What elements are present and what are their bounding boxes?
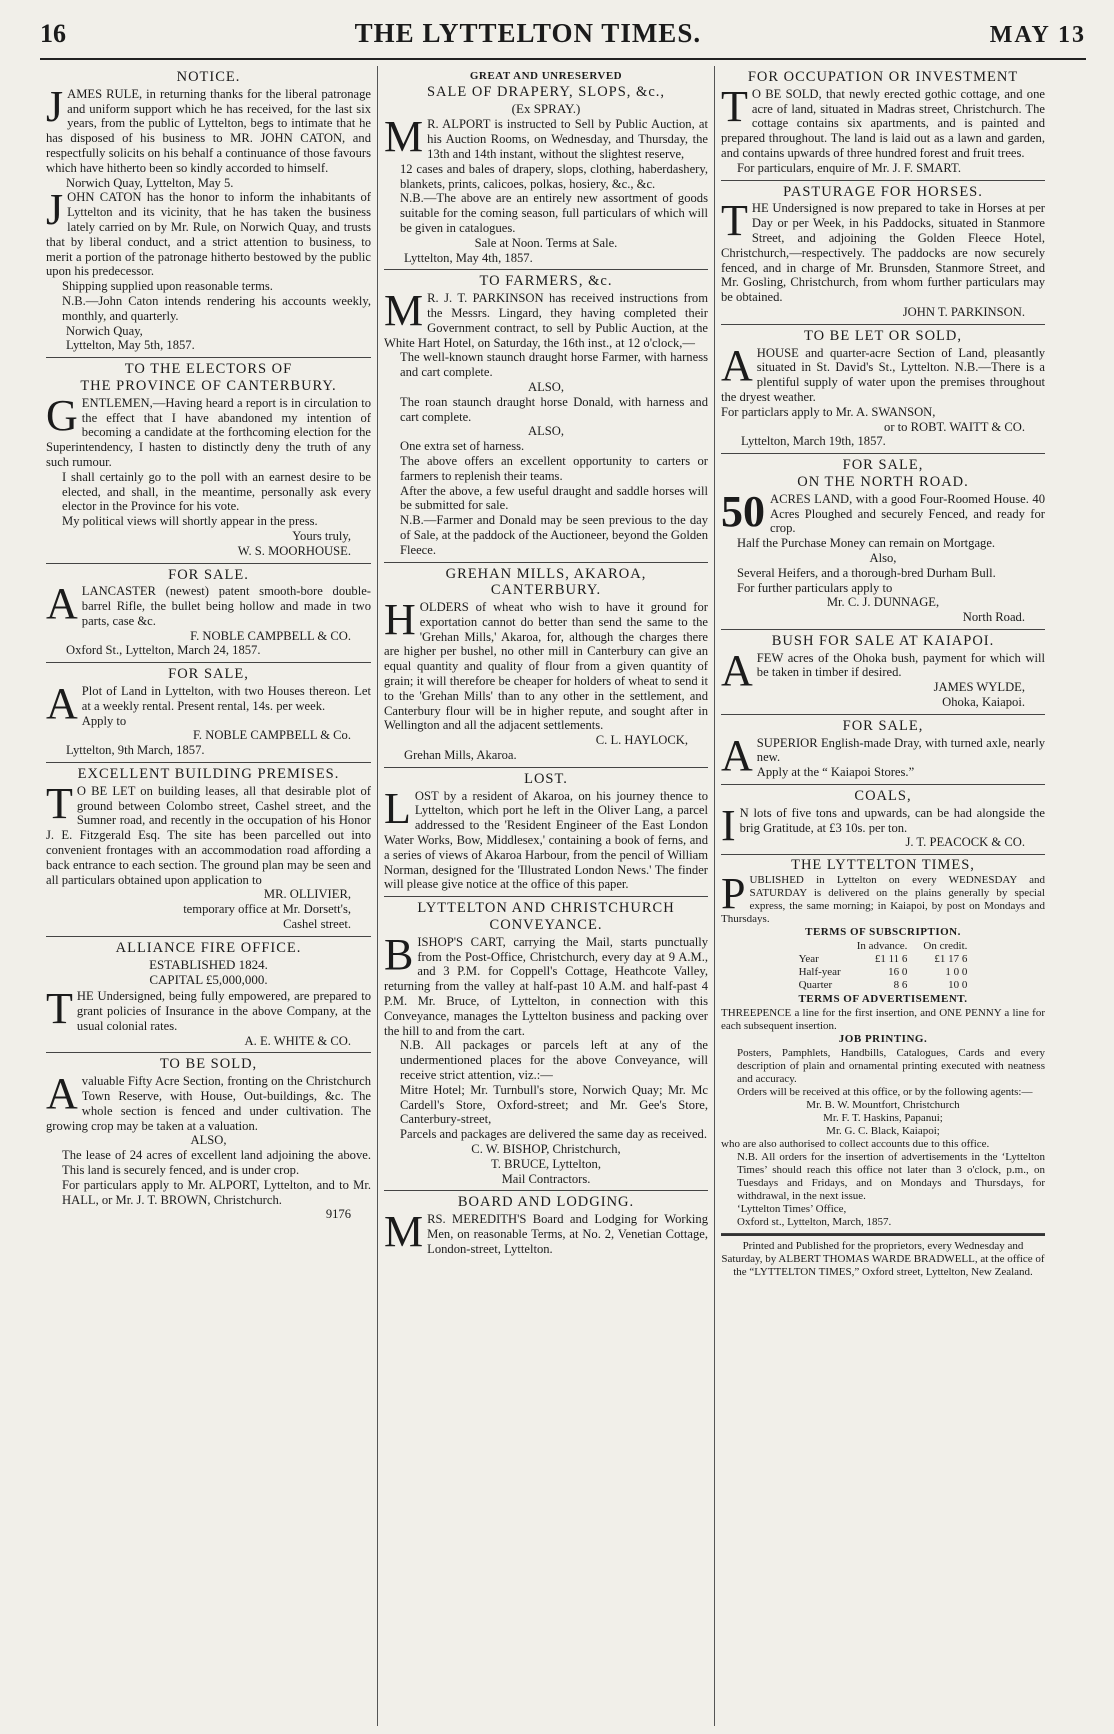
ad-signature: or to ROBT. WAITT & CO. bbox=[884, 419, 1025, 434]
ad-signature: JAMES WYLDE, bbox=[933, 680, 1025, 695]
ad-heading: TO BE SOLD, bbox=[159, 1056, 258, 1073]
section-ad bbox=[46, 1053, 371, 1226]
table-cell: £1 11 6 bbox=[874, 953, 908, 966]
ad-signature: MR. OLLIVIER, bbox=[263, 887, 351, 902]
ad-also: Also, bbox=[869, 550, 897, 565]
ad-heading: EXCELLENT BUILDING PREMISES. bbox=[77, 766, 340, 783]
ad-dateline: Lyttelton, March 19th, 1857. bbox=[741, 434, 886, 449]
ad-signature: W. S. MOORHOUSE. bbox=[237, 543, 351, 558]
ad-signature: Ohoka, Kaiapoi. bbox=[942, 695, 1025, 710]
ad-signature: JOHN T. PARKINSON. bbox=[902, 304, 1025, 319]
ad-body: Avaluable Fifty Acre Section, fronting on the Christchurch Town Reserve, with House, Out-buildings, &c. The whole section is fenced and under cultivation. The growing crop may be taken at a valuation. bbox=[46, 1069, 371, 1133]
ad-body: LOST by a resident of Akaroa, on his journey thence to Lyttelton, which port he left in the Oliver Lang, a parcel addressed to the 'Resident Engineer of the East London Water Works, Bow, Middlesex,' containing a book of ferns, and a series of views of Akaroa Harbour, from the pencil of William Norman, designed for the 'Illustrated London News.' The finder will please give notice at the office of this paper. bbox=[384, 783, 708, 892]
ad-body: THE Undersigned is now prepared to take in Horses at per Day or per Week, in his Paddocks, situated in Stanmore Street, and adjoining the Golden Fleece Hotel, Christchurch,—respectively. The paddocks are now securely fenced, and in charge of Mr. Brunsden, Stanmore Street, and Mr. Gosling, Christchurch, from whom further particulars may be obtained. bbox=[721, 196, 1045, 305]
notice-ad bbox=[46, 66, 371, 358]
ad-body: ‘Lyttelton Times’ Office, bbox=[737, 1203, 847, 1216]
ad-body: Several Heifers, and a thorough-bred Durham Bull. bbox=[737, 565, 996, 580]
ad-body: My political views will shortly appear in the press. bbox=[62, 514, 318, 529]
ad-signature: Mail Contractors. bbox=[501, 1171, 591, 1186]
ad-subheading: CAPITAL £5,000,000. bbox=[149, 972, 268, 988]
electors-ad bbox=[46, 358, 371, 563]
ad-heading: BUSH FOR SALE AT KAIAPOI. bbox=[771, 632, 995, 649]
ad-body: One extra set of harness. bbox=[400, 439, 525, 454]
ad-body: Shipping supplied upon reasonable terms. bbox=[62, 279, 273, 294]
ad-signature: F. NOBLE CAMPBELL & Co. bbox=[192, 728, 351, 743]
column-2 bbox=[377, 66, 714, 1726]
ad-body: who are also authorised to collect accounts due to this office. bbox=[721, 1138, 990, 1151]
table-header-row bbox=[791, 940, 976, 953]
ad-body: Posters, Pamphlets, Handbills, Catalogues, Cards and every description of plain and ornamental printing executed with neatness and accuracy. bbox=[737, 1047, 1045, 1086]
ad-heading: ON THE NORTH ROAD. bbox=[797, 473, 969, 490]
ad-heading: FOR OCCUPATION OR INVESTMENT bbox=[747, 69, 1019, 85]
masthead bbox=[40, 18, 1086, 60]
ad-heading: NOTICE. bbox=[176, 69, 241, 85]
ad-body: N.B.—John Caton intends rendering his accounts weekly, monthly, and quarterly. bbox=[62, 293, 371, 323]
ad-signature: Mr. C. J. DUNNAGE, bbox=[826, 595, 940, 610]
ad-also: ALSO, bbox=[190, 1133, 227, 1148]
ad-heading: THE LYTTELTON TIMES, bbox=[791, 857, 975, 874]
table-cell: 8 6 bbox=[893, 979, 908, 992]
ad-kicker: GREAT AND UNRESERVED bbox=[469, 70, 623, 82]
plot-ad bbox=[46, 663, 371, 763]
table-cell: Year bbox=[798, 953, 819, 966]
northroad-ad bbox=[721, 454, 1045, 630]
rifle-ad bbox=[46, 564, 371, 664]
ad-body: THREEPENCE a line for the first insertion, and ONE PENNY a line for each subsequent insertion. bbox=[721, 1007, 1045, 1033]
ad-also: ALSO, bbox=[527, 424, 565, 439]
table-cell: 1 0 0 bbox=[945, 966, 968, 979]
ad-signature: North Road. bbox=[962, 610, 1025, 625]
ad-dateline: Grehan Mills, Akaroa. bbox=[404, 748, 517, 763]
ad-body: GENTLEMEN,—Having heard a report is in circulation to the effect that I have abandoned my intention of becoming a candidate at the forthcoming election for the Superintendency, I hasten to distinctly deny the truth of any such rumour. bbox=[46, 390, 371, 469]
ad-body: Apply to bbox=[81, 713, 127, 728]
ad-body: ASUPERIOR English-made Dray, with turned axle, nearly new. bbox=[721, 730, 1045, 780]
ad-body: I shall certainly go to the poll with an earnest desire to be elected, and shall, in the meantime, personally ask every elector in the Province for his vote. bbox=[62, 469, 371, 514]
ad-dateline: Lyttelton, May 4th, 1857. bbox=[404, 250, 533, 265]
ad-heading: LYTTELTON AND CHRISTCHURCH bbox=[417, 900, 675, 917]
ad-body: THE Undersigned, being fully empowered, are prepared to grant policies of Insurance in the above Company, at the usual colonial rates. bbox=[46, 984, 371, 1034]
ad-signature: temporary office at Mr. Dorsett's, bbox=[183, 902, 351, 917]
numeral-drop-cap: 50 bbox=[721, 486, 765, 536]
ad-body: BISHOP'S CART, carrying the Mail, starts punctually from the Post-Office, Christchurch, every day at 9 A.M., and 3 P.M. for Coppell's Cottage, Heathcote Valley, returning from the valley at half-past 10 A.M. and half-past 4 P.M. Mr. Bruce, of Lyttelton, in connection with this Conveyance, manages the Lyttelton business and packing over the hill to and from the cart. bbox=[384, 929, 708, 1038]
house-ad bbox=[721, 325, 1045, 454]
ad-body: Apply at the “ Kaiapoi Stores.” bbox=[756, 765, 915, 780]
ad-body: Mitre Hotel; Mr. Turnbull's store, Norwich Quay; Mr. Mc Cardell's Store, Oxford-street; and Mr. Gee's Store, Canterbury-street, bbox=[400, 1082, 708, 1127]
table-header: In advance. bbox=[856, 940, 908, 953]
ad-dateline: Oxford St., Lyttelton, March 24, 1857. bbox=[66, 643, 261, 658]
ad-body: MR. J. T. PARKINSON has received instructions from the Messrs. Lingard, they having completed their Government contract, to sell by Public Auction, at the White Hart Hotel, on Saturday, the 16th inst., at 12 o'clock,— bbox=[384, 286, 708, 350]
ad-body: TO BE SOLD, that newly erected gothic cottage, and one acre of land, situated in Madras street, Christchurch. The cottage contains six apartments, and is painted and prepared throughout. The land is laid out as a lawn and garden, and contains upwards of three hundred forest and fruit trees. bbox=[721, 81, 1045, 160]
column-1 bbox=[40, 66, 377, 1726]
ad-dateline: Lyttelton, 9th March, 1857. bbox=[66, 743, 205, 758]
ad-body: APlot of Land in Lyttelton, with two Houses thereon. Let at a weekly rental. Present rental, 14s. per week. bbox=[46, 679, 371, 729]
table-row bbox=[791, 966, 976, 979]
ad-body: AHOUSE and quarter-acre Section of Land, pleasantly situated in St. David's St., Lyttelton. N.B.—There is a plentiful supply of water upon the premises throughout the dryest weather. bbox=[721, 340, 1045, 404]
ad-heading: ALLIANCE FIRE OFFICE. bbox=[115, 939, 302, 956]
ad-dateline: Norwich Quay, bbox=[66, 323, 143, 338]
ad-body: HOLDERS of wheat who wish to have it ground for exportation cannot do better than send the same to the 'Grehan Mills,' Akaroa, for, although the charges there are higher per bushel, no other mill in Canterbury can give an equal quantity and quality of flour from a given quantity of grain; it will therefore be cheaper for holders of wheat to send it to the 'Grehan Mills' than to any other in the settlement, and Canterbury flour will be in higher repute, and sought after in Wellington and all the adjacent settlements. bbox=[384, 595, 708, 733]
ad-signature: C. W. BISHOP, Christchurch, bbox=[471, 1141, 621, 1156]
ad-body: JAMES RULE, in returning thanks for the liberal patronage and uniform support which he has received, for the last six years, from the public of Lyttelton, begs to intimate that he has disposed of his business to MR. JOHN CATON, and respectfully solicits on his behalf a continuance of those favours which have hitherto been so kindly accorded to himself. bbox=[46, 81, 371, 175]
printer-imprint: Printed and Published for the proprietors, every Wednesday and Saturday, by ALBERT THOMAS WARDE BRADWELL, at the office of the “LYTTELTON TIMES,” Oxford street, Lyttelton, New Zealand. bbox=[721, 1234, 1045, 1279]
ad-heading: FOR SALE, bbox=[168, 666, 249, 683]
occupation-ad bbox=[721, 66, 1045, 181]
conveyance-ad bbox=[384, 897, 708, 1191]
ad-heading: FOR SALE, bbox=[842, 457, 924, 474]
ad-body: IN lots of five tons and upwards, can be had alongside the brig Gratitude, at £3 10s. per ton. bbox=[721, 800, 1045, 850]
table-cell: £1 17 6 bbox=[934, 953, 968, 966]
issue-date: MAY 13 bbox=[989, 22, 1086, 48]
ad-signature: Cashel street. bbox=[283, 917, 351, 932]
ad-body: After the above, a few useful draught and saddle horses will be submitted for sale. bbox=[400, 483, 708, 513]
ad-also: ALSO, bbox=[527, 379, 565, 394]
ad-heading: CANTERBURY. bbox=[490, 582, 602, 599]
lost-ad bbox=[384, 768, 708, 897]
ad-dateline: Lyttelton, May 5th, 1857. bbox=[66, 338, 195, 353]
ad-heading: BOARD AND LODGING. bbox=[457, 1194, 635, 1211]
ad-heading: FOR SALE. bbox=[168, 566, 249, 583]
ad-subheading: TERMS OF SUBSCRIPTION. bbox=[805, 926, 961, 939]
ad-body: MR. ALPORT is instructed to Sell by Public Auction, at his Auction Rooms, on Wednesday, and Thursday, the 13th and 14th instant, without the slightest reserve, bbox=[384, 112, 708, 162]
drapery-ad bbox=[384, 66, 708, 270]
agent-item: Mr. B. W. Mountfort, Christchurch bbox=[806, 1099, 960, 1112]
ad-heading: SALE OF DRAPERY, SLOPS, &c., bbox=[426, 83, 666, 100]
page-number: 16 bbox=[40, 19, 66, 48]
ad-heading: TO FARMERS, &c. bbox=[479, 273, 613, 290]
bush-ad bbox=[721, 630, 1045, 715]
ad-heading: FOR SALE, bbox=[842, 717, 924, 734]
ad-body: For further particulars apply to bbox=[737, 580, 893, 595]
building-ad bbox=[46, 763, 371, 937]
ad-subheading: ESTABLISHED 1824. bbox=[149, 956, 268, 972]
table-cell: Half-year bbox=[798, 966, 841, 979]
ad-heading: CONVEYANCE. bbox=[489, 917, 603, 934]
ad-body: For particulars apply to Mr. ALPORT, Lyttelton, and to Mr. HALL, or Mr. J. T. BROWN, Christchurch. bbox=[62, 1177, 371, 1207]
ad-body: N.B. All orders for the insertion of advertisements in the ‘Lyttelton Times’ should reach this office not later than 3 o'clock, p.m., on Tuesdays and Fridays, and on Mondays and Thursdays, for withdrawal, in the next issue. bbox=[737, 1151, 1045, 1203]
ad-body: TO BE LET on building leases, all that desirable plot of ground between Colombo street, Cashel street, and the Sumner road, and recently in the occupation of his Honor J. E. Fitzgerald Esq. The site has been parcelled out into convenient frontages with an accommodation road affording a back entrance to each section. The ground plan may be seen and all particulars obtained upon application to bbox=[46, 778, 371, 887]
board-ad bbox=[384, 1191, 708, 1260]
ad-close: Yours truly, bbox=[292, 528, 351, 543]
pasturage-ad bbox=[721, 181, 1045, 325]
ad-number: 9176 bbox=[325, 1207, 351, 1222]
ad-body: The above offers an excellent opportunity to carters or farmers to replenish their teams. bbox=[400, 453, 708, 483]
ad-heading: TO THE ELECTORS OF bbox=[124, 361, 293, 378]
ad-body: 12 cases and bales of drapery, slops, clothing, haberdashery, blankets, prints, calicoes, polkas, hosiery, &c., &c. bbox=[400, 161, 708, 191]
ad-body-text: ACRES LAND, with a good Four-Roomed House. 40 Acres Ploughed and securely Fenced, and ready for crop. bbox=[770, 491, 1045, 536]
ad-subheading: TERMS OF ADVERTISEMENT. bbox=[798, 993, 968, 1006]
subscription-table bbox=[791, 940, 976, 992]
table-cell: Quarter bbox=[798, 979, 833, 992]
ad-body: The lease of 24 acres of excellent land adjoining the above. This land is securely fenced, and is under crop. bbox=[62, 1148, 371, 1177]
ad-body: The roan staunch draught horse Donald, with harness and cart complete. bbox=[400, 394, 708, 424]
ad-body: MRS. MEREDITH'S Board and Lodging for Working Men, on reasonable Terms, at No. 2, Venetian Cottage, London-street, Lyttelton. bbox=[384, 1207, 708, 1257]
ad-body: AFEW acres of the Ohoka bush, payment for which will be taken in timber if desired. bbox=[721, 645, 1045, 695]
ad-subheading: (Ex SPRAY.) bbox=[511, 100, 581, 116]
table-row bbox=[791, 953, 976, 966]
agent-item: Mr. G. C. Black, Kaiapoi; bbox=[826, 1125, 940, 1138]
ad-dateline: Norwich Quay, Lyttelton, May 5. bbox=[66, 175, 234, 190]
ad-signature: C. L. HAYLOCK, bbox=[595, 733, 688, 748]
ad-body: PUBLISHED in Lyttelton on every WEDNESDAY and SATURDAY is delivered on the plains generally by special express, the same morning; in Kaiapoi, by post on Mondays and Thursdays. bbox=[721, 869, 1045, 926]
ad-signature: T. BRUCE, Lyttelton, bbox=[491, 1156, 601, 1171]
ad-signature: J. T. PEACOCK & CO. bbox=[905, 835, 1025, 850]
ad-heading: TO BE LET OR SOLD, bbox=[803, 327, 963, 344]
ad-body: N.B.—Farmer and Donald may be seen previous to the day of Sale, at the paddock of the Auctioneer, beyond the Golden Fleece. bbox=[400, 513, 708, 557]
ad-body bbox=[721, 486, 1045, 536]
ad-body: N.B. All packages or parcels left at any of the undermentioned places for the above Conveyance, will receive strict attention, viz.:— bbox=[400, 1038, 708, 1082]
column-3 bbox=[714, 66, 1051, 1726]
ad-body: N.B.—The above are an entirely new assortment of goods suitable for the coming season, full particulars of which will be given in catalogues. bbox=[400, 191, 708, 235]
times-terms-ad bbox=[721, 855, 1045, 1234]
ad-body: Parcels and packages are delivered the same day as received. bbox=[400, 1127, 707, 1142]
table-cell: 10 0 bbox=[948, 979, 968, 992]
alliance-ad bbox=[46, 937, 371, 1054]
ad-body: The well-known staunch draught horse Farmer, with harness and cart complete. bbox=[400, 350, 708, 380]
ad-heading: THE PROVINCE OF CANTERBURY. bbox=[80, 377, 337, 394]
ad-signature: A. E. WHITE & CO. bbox=[244, 1033, 351, 1048]
ad-dateline: Oxford st., Lyttelton, March, 1857. bbox=[737, 1216, 892, 1229]
table-header: On credit. bbox=[923, 940, 968, 953]
ad-body: JOHN CATON has the honor to inform the inhabitants of Lyttelton and its vicinity, that he has taken the business lately carried on by Mr. Rule, on Norwich Quay, and trusts that by liberal conduct, and a strict attention to business, to merit a portion of the patronage hitherto bestowed by the public upon his predecessor. bbox=[46, 185, 371, 279]
ad-heading: LOST. bbox=[524, 770, 568, 787]
ad-terms: Sale at Noon. Terms at Sale. bbox=[474, 235, 618, 250]
ad-signature: F. NOBLE CAMPBELL & CO. bbox=[190, 628, 351, 643]
ad-body: For particulars, enquire of Mr. J. F. SMART. bbox=[737, 160, 961, 175]
ad-heading: GREHAN MILLS, AKAROA, bbox=[445, 565, 647, 582]
ad-heading: PASTURAGE FOR HORSES. bbox=[783, 183, 983, 200]
coals-ad bbox=[721, 785, 1045, 855]
table-header bbox=[791, 940, 849, 953]
table-cell: 16 0 bbox=[888, 966, 908, 979]
dray-ad bbox=[721, 715, 1045, 785]
ad-subheading: JOB PRINTING. bbox=[838, 1033, 928, 1046]
agent-item: Mr. F. T. Haskins, Papanui; bbox=[823, 1112, 943, 1125]
newspaper-title: THE LYTTELTON TIMES. bbox=[354, 18, 702, 48]
farmers-ad bbox=[384, 270, 708, 562]
columns bbox=[40, 66, 1086, 1726]
ad-body: ALANCASTER (newest) patent smooth-bore double-barrel Rifle, the bullet being hollow and made in two parts, case &c. bbox=[46, 579, 371, 629]
table-row bbox=[791, 979, 976, 992]
ad-body: Orders will be received at this office, or by the following agents:— bbox=[737, 1086, 1033, 1099]
ad-body: For particlars apply to Mr. A. SWANSON, bbox=[721, 404, 936, 419]
grehan-ad bbox=[384, 563, 708, 768]
ad-heading: COALS, bbox=[854, 788, 912, 805]
ad-body: Half the Purchase Money can remain on Mortgage. bbox=[737, 536, 996, 551]
